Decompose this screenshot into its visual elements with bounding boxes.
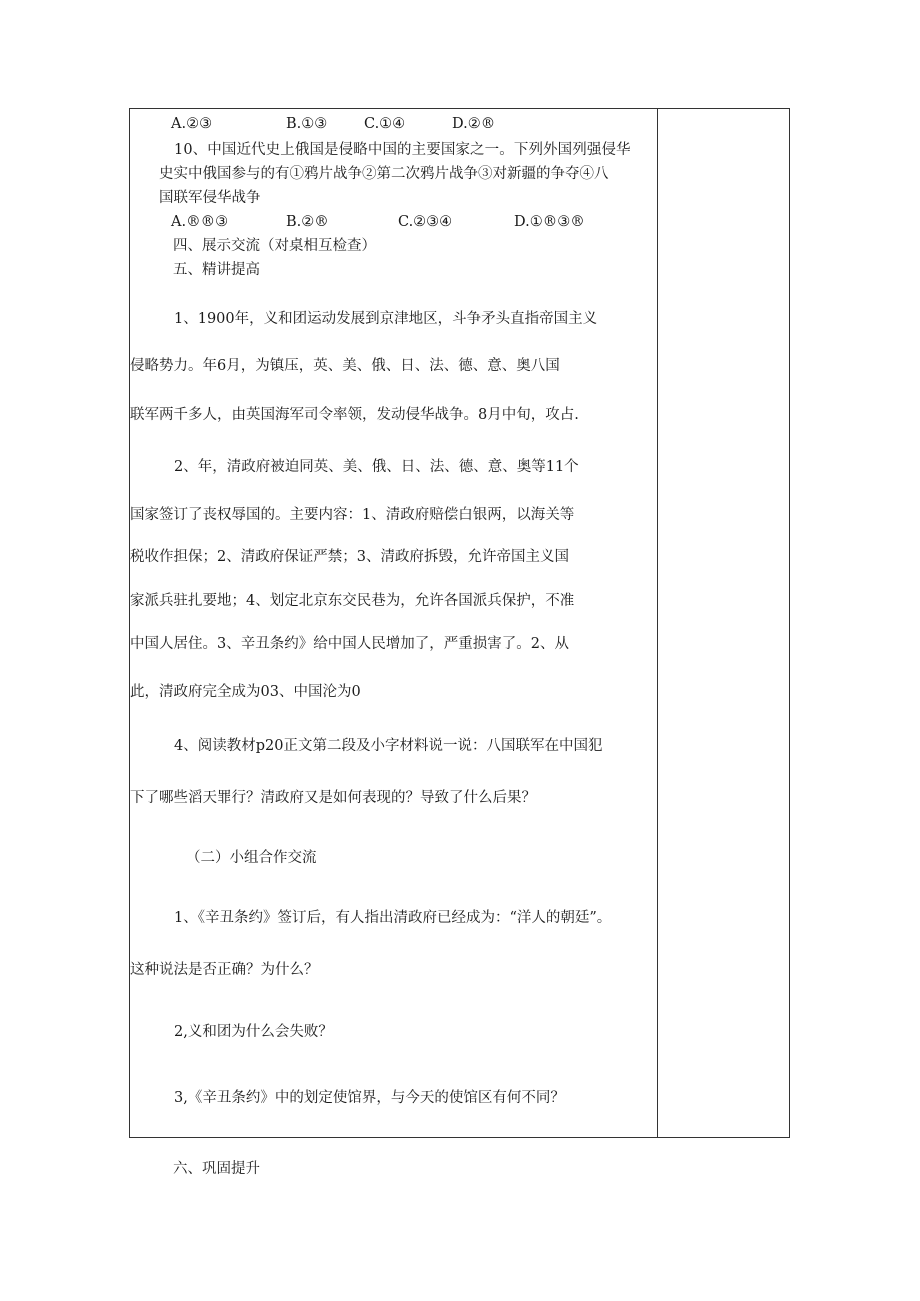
paragraph-2-line-2: 国家签订了丧权辱国的。主要内容：1、清政府赔偿白银两，以海关等 (130, 507, 575, 523)
q9-option-c: C.①④ (364, 116, 406, 132)
paragraph-2-line-1: 2、年，清政府被迫同英、美、俄、日、法、德、意、奥等11个 (174, 459, 579, 475)
paragraph-4-line-1: 4、阅读教材p20正文第二段及小字材料说一说：八国联军在中国犯 (174, 738, 603, 754)
q9-option-a: A.②③ (171, 116, 213, 132)
q10-option-a: A.®®③ (171, 214, 229, 230)
group-question-1-line-2: 这种说法是否正确？为什么？ (130, 962, 319, 978)
paragraph-4-line-2: 下了哪些滔天罪行？清政府又是如何表现的？导致了什么后果？ (130, 790, 536, 806)
paragraph-1-line-1: 1、1900年，义和团运动发展到京津地区，斗争矛头直指帝国主义 (174, 311, 598, 327)
paragraph-2-line-5: 中国人居住。3、辛丑条约》给中国人民增加了，严重损害了。2、从 (130, 636, 569, 652)
q9-option-b: B.①③ (286, 116, 328, 132)
q10-line-1: 10、中国近代史上俄国是侵略中国的主要国家之一。下列外国列强侵华 (174, 142, 631, 158)
column-divider (657, 108, 658, 1138)
q10-option-d: D.①®③® (514, 214, 585, 230)
q10-line-2: 史实中俄国参与的有①鸦片战争②第二次鸦片战争③对新疆的争夺④八 (159, 166, 609, 182)
q10-option-c: C.②③④ (398, 214, 453, 230)
paragraph-2-line-6: 此，清政府完全成为03、中国沦为0 (130, 684, 361, 700)
paragraph-2-line-3: 税收作担保；2、清政府保证严禁；3、清政府拆毁，允许帝国主义国 (130, 549, 569, 565)
group-question-1-line-1: 1、《辛丑条约》签订后，有人指出清政府已经成为：“洋人的朝廷”。 (174, 910, 612, 926)
q10-line-3: 国联军侵华战争 (159, 190, 261, 206)
paragraph-1-line-3: 联军两千多人，由英国海军司令率领，发动侵华战争。8月中旬，攻占. (130, 407, 579, 423)
section-4-heading: 四、展示交流（对桌相互检查） (173, 238, 376, 254)
group-question-3: 3,《辛丑条约》中的划定使馆界，与今天的使馆区有何不同？ (174, 1090, 565, 1106)
paragraph-2-line-4: 家派兵驻扎要地；4、划定北京东交民巷为，允许各国派兵保护，不准 (130, 593, 575, 609)
section-5-heading: 五、精讲提高 (173, 262, 260, 278)
paragraph-1-line-2: 侵略势力。年6月，为镇压，英、美、俄、日、法、德、意、奥八国 (130, 358, 560, 374)
group-discussion-title: （二）小组合作交流 (186, 850, 317, 866)
section-6-heading: 六、巩固提升 (173, 1161, 260, 1177)
q10-option-b: B.②® (286, 214, 329, 230)
group-question-2: 2,义和团为什么会失败？ (174, 1024, 333, 1040)
q9-option-d: D.②® (452, 116, 496, 132)
